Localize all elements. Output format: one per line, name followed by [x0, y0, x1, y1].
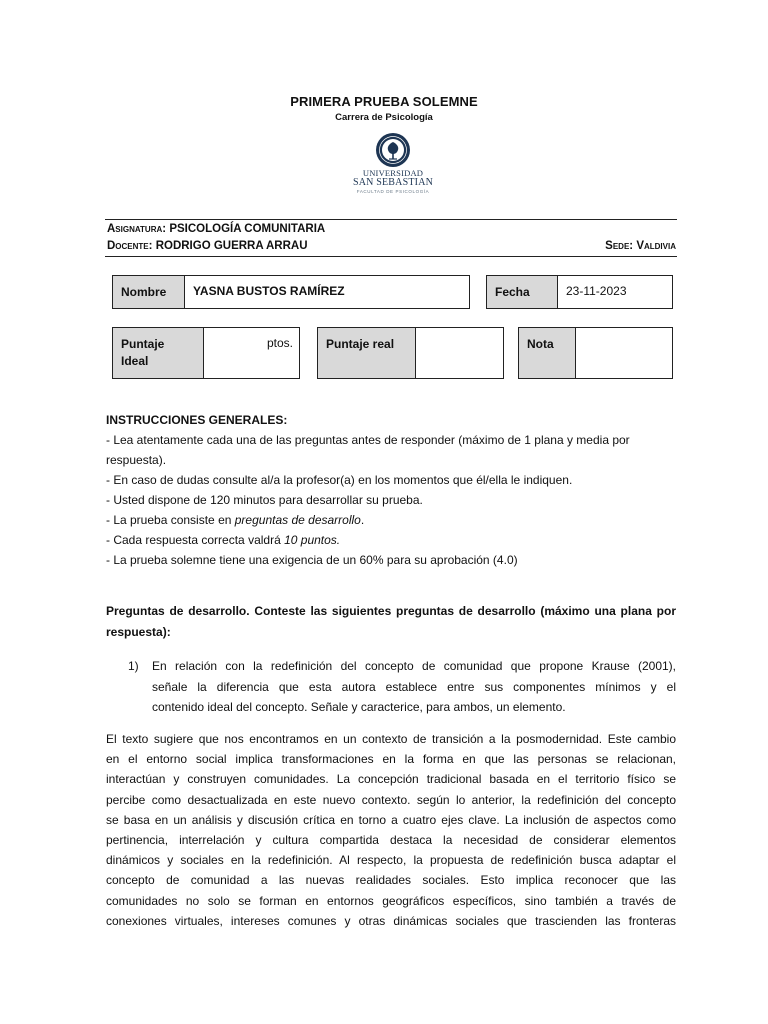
page-title: PRIMERA PRUEBA SOLEMNE: [290, 94, 478, 109]
question-number: 1): [128, 659, 139, 673]
answer-line: comunidades no solo se forman en entornos geográficos específicos, sino también a través de: [106, 893, 676, 908]
section-heading-line: Preguntas de desarrollo. Conteste las siguientes preguntas de desarrollo (máximo una plana por: [106, 604, 676, 618]
logo-line-1: UNIVERSIDAD: [362, 168, 424, 178]
answer-line: concepto de comunidad a las nuevas realidades sociales. Esto implica reconocer que las: [106, 873, 676, 888]
instruction-emphasis: preguntas de desarrollo: [234, 513, 361, 527]
fecha-label: Fecha: [487, 276, 558, 308]
puntaje-ideal-box: [112, 327, 300, 379]
asignatura-value: PSICOLOGÍA COMUNITARIA: [169, 223, 326, 235]
section-heading: [106, 601, 676, 642]
puntaje-ideal-label: [113, 328, 204, 378]
question-line: En relación con la redefinición del concepto de comunidad que propone Krause (2001),: [152, 659, 676, 673]
instruction-line: [106, 510, 676, 530]
nombre-value[interactable]: YASNA BUSTOS RAMÍREZ: [193, 284, 345, 298]
page-subtitle: Carrera de Psicología: [335, 112, 433, 123]
nota-value[interactable]: [576, 328, 672, 378]
nombre-label: Nombre: [113, 276, 185, 308]
answer-line: en el entorno social implica transformaciones en la forma en que las personas se relacionan,: [106, 752, 676, 767]
instructions-heading: INSTRUCCIONES GENERALES:: [106, 413, 288, 427]
logo-line-3: FACULTAD DE PSICOLOGÍA: [356, 189, 430, 194]
answer-line: conexiones virtuales, intereses comunes y otras dinámicas sociales que trascienden las fronteras: [106, 913, 676, 928]
docente-key: Docente:: [107, 240, 153, 252]
asignatura-line: [107, 223, 325, 235]
instruction-text: .: [360, 513, 365, 527]
answer-line: interactúan y construyen comunidades. La concepción tradicional basada en el territorio físico se: [106, 772, 676, 787]
instruction-emphasis: 10 puntos.: [284, 533, 341, 547]
answer-line: percibe como desactualizada en este nuevo contexto. según lo anterior, la redefinición del concepto: [106, 792, 676, 807]
university-seal-icon: [375, 132, 411, 168]
fecha-value[interactable]: 23-11-2023: [566, 284, 627, 298]
bottom-rule: [105, 256, 677, 257]
nota-label: Nota: [519, 328, 576, 378]
section-heading-line: respuesta):: [106, 624, 171, 639]
fecha-box: [486, 275, 673, 309]
puntaje-real-value[interactable]: [416, 328, 503, 378]
top-rule: [105, 219, 677, 220]
puntaje-ideal-label-line1: Puntaje: [121, 337, 165, 351]
question-line: contenido ideal del concepto. Señale y caracterice, para ambos, un elemento.: [152, 700, 566, 714]
docente-line: [107, 240, 308, 252]
instruction-line: - Lea atentamente cada una de las preguntas antes de responder (máximo de 1 plana y media por: [106, 433, 630, 447]
instructions: [106, 410, 676, 570]
nota-box: [518, 327, 673, 379]
instruction-line: respuesta).: [106, 453, 167, 467]
puntaje-real-box: [317, 327, 504, 379]
instruction-line: [106, 530, 676, 550]
university-logo: [348, 132, 438, 202]
instruction-text: - Cada respuesta correcta valdrá: [106, 533, 285, 547]
puntaje-ideal-value[interactable]: ptos.: [266, 336, 293, 350]
answer-line: pertinencia, interrelación y cultura compartida destaca la necesidad de considerar elementos: [106, 833, 676, 848]
logo-line-2: SAN SEBASTIAN: [352, 177, 434, 188]
question-1: [128, 656, 676, 718]
instruction-line: - En caso de dudas consulte al/a la profesor(a) en los momentos que él/ella le indiquen.: [106, 473, 573, 487]
docente-value: RODRIGO GUERRA ARRAU: [155, 240, 308, 252]
answer-text: [106, 729, 676, 931]
answer-line: El texto sugiere que nos encontramos en un contexto de transición a la posmodernidad. Este cambio: [106, 732, 676, 746]
answer-line: se basa en un análisis y discusión crítica en torno a cuatro ejes clave. La inclusión de aspectos como: [106, 812, 676, 827]
puntaje-real-label: Puntaje real: [318, 328, 416, 378]
instruction-line: - Usted dispone de 120 minutos para desarrollar su prueba.: [106, 493, 423, 507]
asignatura-key: Asignatura:: [107, 223, 167, 235]
puntaje-ideal-label-line2: Ideal: [121, 354, 149, 368]
answer-line: dinámicos y sociales en la redefinición. Al respecto, la propuesta de redefinición busca adaptar el: [106, 853, 676, 868]
instruction-line: - La prueba solemne tiene una exigencia de un 60% para su aprobación (4.0): [106, 553, 518, 567]
question-line: señale la diferencia que esta autora establece entre sus componentes mínimos y el: [152, 679, 676, 694]
instruction-text: - La prueba consiste en: [106, 513, 235, 527]
nombre-box: [112, 275, 470, 309]
sede-label: Sede: Valdivia: [605, 240, 676, 252]
